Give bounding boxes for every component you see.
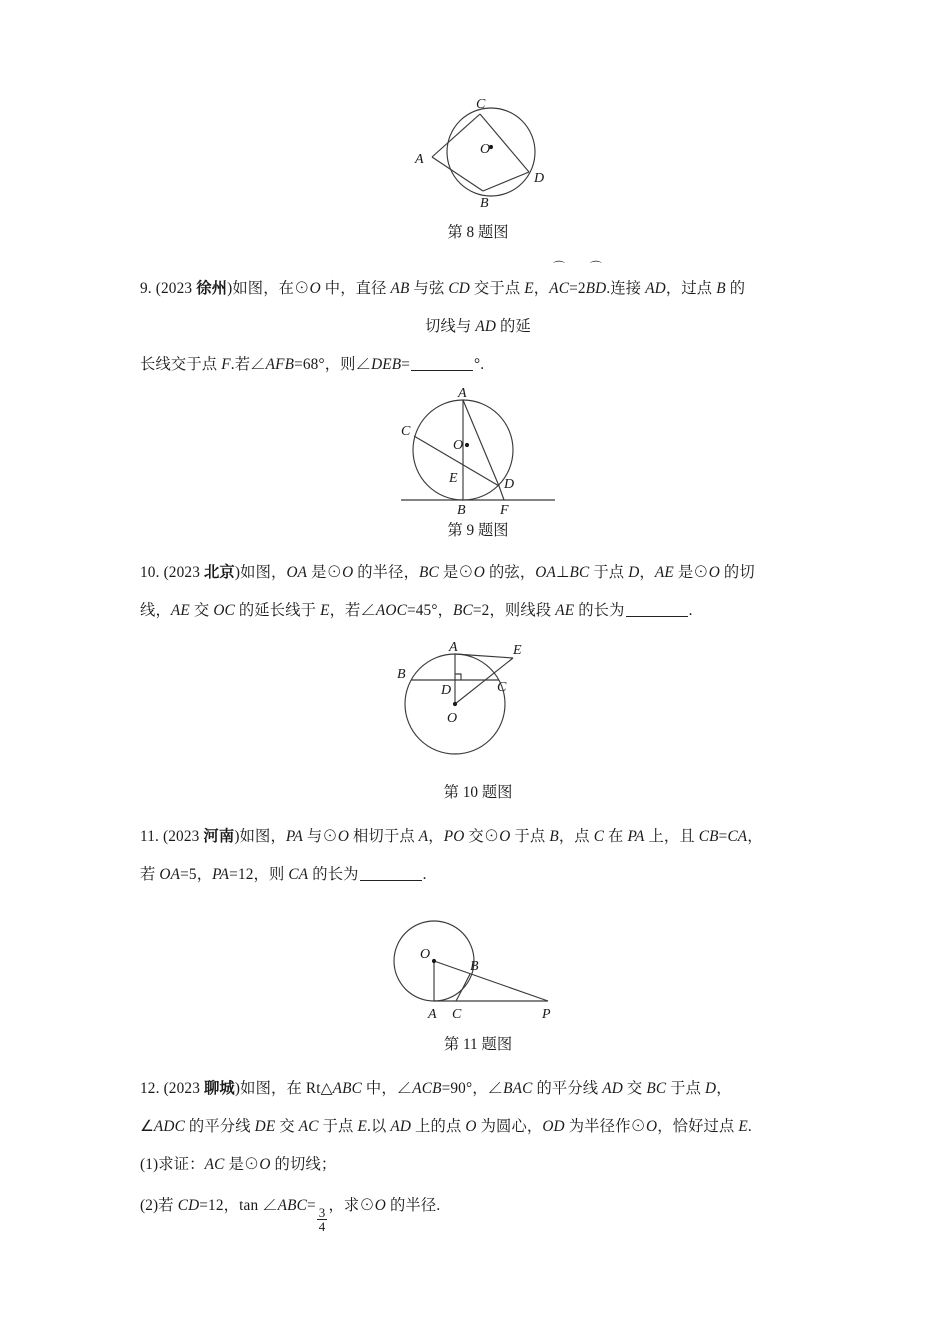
q10-var-E: E bbox=[320, 602, 330, 619]
q12-t8: ∠ bbox=[140, 1118, 154, 1135]
q9-arc-BD-label: BD bbox=[585, 280, 607, 297]
q11-t7: ，点 bbox=[558, 828, 594, 845]
figure-11-label-O: O bbox=[420, 947, 431, 962]
q10-t4: 是⊙ bbox=[438, 564, 474, 581]
q9-arc-AC bbox=[549, 260, 570, 308]
q12-var-D: D bbox=[705, 1080, 717, 1097]
q11-t15: 的长为 bbox=[308, 866, 359, 883]
q12-t14: 为圆心， bbox=[476, 1118, 543, 1135]
q9-var-B: B bbox=[716, 280, 726, 297]
q12-city: 聊城 bbox=[203, 1080, 235, 1097]
q9-var-O: O bbox=[309, 280, 321, 297]
q12-var-O2: O bbox=[645, 1118, 658, 1135]
q11-t9: 上，且 bbox=[644, 828, 699, 845]
figure-11-drawing bbox=[378, 912, 578, 1024]
q9-var-CD: CD bbox=[448, 280, 470, 297]
figure-8-label-D: D bbox=[534, 171, 545, 186]
question-10-line-2 bbox=[140, 592, 816, 630]
q9-var-AD-2: AD bbox=[475, 318, 497, 335]
q9-city: 徐州 bbox=[196, 280, 228, 297]
q11-var-O2: O bbox=[499, 828, 511, 845]
q11-t12: 若 bbox=[140, 866, 160, 883]
question-9-line-1 bbox=[140, 260, 816, 308]
q12-var-O: O bbox=[465, 1118, 477, 1135]
fraction-numerator: 3 bbox=[318, 1205, 326, 1220]
center-dot-o bbox=[465, 443, 469, 447]
q11-var-O: O bbox=[337, 828, 350, 845]
question-11-line-2 bbox=[140, 856, 816, 894]
figure-11-label-C: C bbox=[452, 1007, 462, 1022]
figure-8 bbox=[140, 95, 816, 210]
q12-number: 12. bbox=[140, 1080, 160, 1097]
q12-t22: =12，tan ∠ bbox=[199, 1197, 278, 1214]
q11-var-PA-3: PA bbox=[212, 866, 230, 883]
q12-var-ACB: ACB bbox=[412, 1080, 442, 1097]
q12-t25: 的半径. bbox=[386, 1197, 441, 1214]
q9-var-DEB: DEB bbox=[371, 356, 402, 373]
q12-t4: 的平分线 bbox=[532, 1080, 603, 1097]
figure-9 bbox=[140, 388, 816, 518]
q10-var-AE: AE bbox=[654, 564, 674, 581]
q12-t21: (2)若 bbox=[140, 1197, 178, 1214]
q9-number: 9. bbox=[140, 280, 152, 297]
figure-9-label-F: F bbox=[500, 503, 509, 518]
q11-var-CA: CA bbox=[727, 828, 748, 845]
q12-source-close: ) bbox=[234, 1080, 241, 1097]
figure-8-label-A: A bbox=[415, 152, 424, 167]
q12-var-E: E bbox=[357, 1118, 367, 1135]
center-dot-o bbox=[432, 959, 436, 963]
q9-t2: 中，直径 bbox=[320, 280, 391, 297]
q9-var-AB: AB bbox=[390, 280, 410, 297]
q11-var-C: C bbox=[593, 828, 605, 845]
q10-t7: 于点 bbox=[589, 564, 629, 581]
q10-var-AOC: AOC bbox=[375, 602, 407, 619]
q9-t9: 的 bbox=[725, 280, 746, 297]
q12-t24: ，求⊙ bbox=[328, 1197, 375, 1214]
q12-var-AD: AD bbox=[602, 1080, 623, 1097]
q12-t2: 中，∠ bbox=[361, 1080, 413, 1097]
q11-t14: =12，则 bbox=[229, 866, 289, 883]
q11-var-PO: PO bbox=[443, 828, 465, 845]
q9-t10: 切线与 bbox=[425, 318, 476, 335]
q11-t10: = bbox=[718, 828, 728, 845]
figure-9-label-A: A bbox=[458, 388, 467, 401]
q11-t1: 如图， bbox=[239, 828, 286, 845]
q9-var-AD: AD bbox=[645, 280, 666, 297]
q10-answer-blank[interactable] bbox=[626, 616, 688, 617]
q12-var-BC: BC bbox=[646, 1080, 667, 1097]
fraction-denominator: 4 bbox=[318, 1219, 326, 1235]
q9-t13: .若∠ bbox=[230, 356, 266, 373]
q12-t5: 交 bbox=[622, 1080, 647, 1097]
q12-t18: (1)求证： bbox=[140, 1156, 205, 1173]
q10-source-open: (2023 bbox=[163, 564, 204, 581]
q11-number: 11. bbox=[140, 828, 160, 845]
q11-t5: 交⊙ bbox=[464, 828, 500, 845]
q10-t1: 如图， bbox=[240, 564, 287, 581]
q12-var-ABC-2: ABC bbox=[277, 1197, 308, 1214]
q10-city: 北京 bbox=[203, 564, 235, 581]
q11-city: 河南 bbox=[203, 828, 235, 845]
q9-t16: °. bbox=[474, 356, 485, 373]
q10-var-AE-3: AE bbox=[555, 602, 575, 619]
q11-t3: 相切于点 bbox=[349, 828, 419, 845]
question-10-line-1 bbox=[140, 554, 816, 592]
q12-var-AC-2: AC bbox=[204, 1156, 225, 1173]
q12-t23: = bbox=[307, 1197, 316, 1214]
figure-8-label-C: C bbox=[476, 97, 486, 112]
question-9-line-2 bbox=[140, 308, 816, 346]
q10-t13: 的延长线于 bbox=[234, 602, 321, 619]
q11-var-CB: CB bbox=[698, 828, 719, 845]
question-9-line-3 bbox=[140, 346, 816, 384]
q9-var-AFB: AFB bbox=[265, 356, 295, 373]
q9-t11: 的延 bbox=[496, 318, 531, 335]
q10-var-O2: O bbox=[473, 564, 485, 581]
center-dot-o bbox=[453, 702, 457, 706]
q10-t16: =2，则线段 bbox=[472, 602, 556, 619]
figure-9-caption: 第 9 题图 bbox=[447, 522, 509, 539]
q10-var-AE-2: AE bbox=[170, 602, 190, 619]
question-12-part-2 bbox=[140, 1184, 816, 1234]
q11-var-B: B bbox=[549, 828, 559, 845]
q11-var-OA: OA bbox=[159, 866, 181, 883]
q9-t5: ， bbox=[533, 280, 550, 297]
q10-var-O3: O bbox=[708, 564, 720, 581]
figure-10-caption: 第 10 题图 bbox=[443, 784, 513, 801]
figure-11-label-P: P bbox=[542, 1007, 551, 1022]
figure-11-label-B: B bbox=[470, 959, 479, 974]
q9-t3: 与弦 bbox=[409, 280, 449, 297]
figure-8-label-B: B bbox=[480, 196, 489, 210]
q10-var-O1: O bbox=[342, 564, 354, 581]
q11-source-open: (2023 bbox=[163, 828, 204, 845]
q10-t18: . bbox=[688, 602, 693, 619]
page-content bbox=[140, 0, 816, 1234]
arc-overline-icon: ⌒ bbox=[553, 260, 566, 274]
figure-10-label-D: D bbox=[441, 683, 452, 698]
q10-var-BC-3: BC bbox=[453, 602, 473, 619]
q12-t11: 于点 bbox=[318, 1118, 358, 1135]
q11-var-PA2: PA bbox=[627, 828, 645, 845]
q9-arc-AC-label: AC bbox=[549, 280, 570, 297]
q12-var-CD: CD bbox=[177, 1197, 200, 1214]
q12-var-AC: AC bbox=[298, 1118, 319, 1135]
q12-t17: . bbox=[747, 1118, 752, 1135]
figure-10-drawing bbox=[393, 636, 563, 764]
q12-fraction-three-quarters bbox=[317, 1206, 328, 1234]
q11-t13: =5， bbox=[180, 866, 213, 883]
q9-t12: 长线交于点 bbox=[140, 356, 222, 373]
q10-t10: 的切 bbox=[719, 564, 755, 581]
q11-var-A: A bbox=[418, 828, 429, 845]
q12-var-BAC: BAC bbox=[503, 1080, 533, 1097]
question-12-line-1 bbox=[140, 1070, 816, 1108]
q12-t7: ， bbox=[716, 1080, 732, 1097]
q11-source-close: ) bbox=[234, 828, 240, 845]
q11-t16: . bbox=[422, 866, 427, 883]
q11-var-PA: PA bbox=[285, 828, 303, 845]
q9-answer-blank[interactable] bbox=[411, 370, 473, 371]
question-12-line-2 bbox=[140, 1108, 816, 1146]
q9-arc-BD bbox=[585, 260, 607, 308]
q12-var-DE: DE bbox=[254, 1118, 276, 1135]
arc-overline-icon: ⌒ bbox=[589, 260, 603, 274]
q9-t1: 如图，在⊙ bbox=[232, 280, 310, 297]
q11-t8: 在 bbox=[604, 828, 628, 845]
figure-10-label-C: C bbox=[497, 680, 507, 695]
figure-9-label-D: D bbox=[504, 477, 515, 492]
figure-9-label-E: E bbox=[449, 471, 458, 486]
figure-11-label-A: A bbox=[428, 1007, 437, 1022]
q12-t6: 于点 bbox=[666, 1080, 706, 1097]
q11-t2: 与⊙ bbox=[302, 828, 338, 845]
q11-t6: 于点 bbox=[510, 828, 550, 845]
q10-t14: ，若∠ bbox=[329, 602, 376, 619]
figure-9-label-O: O bbox=[453, 438, 464, 453]
q10-t11: 线， bbox=[140, 602, 171, 619]
q12-source-open: (2023 bbox=[163, 1080, 204, 1097]
q11-t4: ， bbox=[428, 828, 444, 845]
q10-t17: 的长为 bbox=[574, 602, 625, 619]
figure-10-label-B: B bbox=[397, 667, 406, 682]
q12-t3: =90°，∠ bbox=[441, 1080, 504, 1097]
q9-t8: ，过点 bbox=[665, 280, 717, 297]
figure-8-caption: 第 8 题图 bbox=[447, 224, 509, 241]
q12-var-AD-2: AD bbox=[390, 1118, 412, 1135]
figure-8-drawing bbox=[388, 95, 568, 210]
q9-t6: =2 bbox=[569, 280, 586, 297]
q10-t15: =45°， bbox=[406, 602, 454, 619]
q10-t8: ， bbox=[639, 564, 655, 581]
figure-11 bbox=[140, 912, 816, 1024]
q12-t16: ，恰好过点 bbox=[657, 1118, 739, 1135]
figure-9-label-B: B bbox=[457, 503, 466, 518]
figure-8-label-O: O bbox=[480, 142, 491, 157]
q12-t15: 为半径作⊙ bbox=[564, 1118, 646, 1135]
question-11-line-1 bbox=[140, 818, 816, 856]
q12-t10: 交 bbox=[275, 1118, 299, 1135]
figure-9-drawing bbox=[383, 388, 573, 518]
q12-var-OD: OD bbox=[542, 1118, 565, 1135]
q12-t1: 如图，在 Rt△ bbox=[240, 1080, 333, 1097]
q9-t15: = bbox=[401, 356, 411, 373]
q12-var-O-3: O bbox=[259, 1156, 271, 1173]
figure-10-label-E: E bbox=[513, 643, 522, 658]
q10-t6: ⊥ bbox=[556, 564, 570, 581]
q12-var-O-4: O bbox=[374, 1197, 386, 1214]
q9-var-F: F bbox=[221, 356, 231, 373]
q9-t7: .连接 bbox=[606, 280, 646, 297]
q12-t13: 上的点 bbox=[411, 1118, 466, 1135]
q11-answer-blank[interactable] bbox=[360, 880, 422, 881]
q10-t12: 交 bbox=[189, 602, 214, 619]
q12-t19: 是⊙ bbox=[224, 1156, 260, 1173]
q10-var-OC: OC bbox=[213, 602, 235, 619]
q10-t9: 是⊙ bbox=[673, 564, 709, 581]
q9-t4: 交于点 bbox=[469, 280, 525, 297]
q12-t12: .以 bbox=[366, 1118, 391, 1135]
q10-var-OA: OA bbox=[286, 564, 308, 581]
q10-var-D: D bbox=[628, 564, 640, 581]
figure-10 bbox=[140, 636, 816, 764]
q10-var-BC2: BC bbox=[569, 564, 590, 581]
q10-number: 10. bbox=[140, 564, 160, 581]
q10-var-BC: BC bbox=[419, 564, 439, 581]
figure-10-label-A: A bbox=[449, 640, 458, 655]
q10-t3: 的半径， bbox=[353, 564, 420, 581]
question-12-part-1 bbox=[140, 1146, 816, 1184]
q10-t2: 是⊙ bbox=[307, 564, 343, 581]
q12-var-E2: E bbox=[738, 1118, 748, 1135]
q9-t14: =68°，则∠ bbox=[294, 356, 372, 373]
figure-11-caption: 第 11 题图 bbox=[443, 1036, 513, 1053]
q10-source-close: ) bbox=[234, 564, 241, 581]
q9-source-open: (2023 bbox=[155, 280, 197, 297]
q11-var-CA-2: CA bbox=[288, 866, 309, 883]
q12-var-ADC: ADC bbox=[153, 1118, 185, 1135]
q11-t11: ， bbox=[747, 828, 763, 845]
q9-source-close: ) bbox=[227, 280, 233, 297]
q10-t5: 的弦， bbox=[484, 564, 536, 581]
q9-var-E: E bbox=[524, 280, 534, 297]
q12-var-ABC: ABC bbox=[332, 1080, 362, 1097]
figure-10-label-O: O bbox=[447, 711, 458, 726]
q12-t9: 的平分线 bbox=[184, 1118, 255, 1135]
q10-var-OA2: OA bbox=[535, 564, 556, 581]
figure-9-label-C: C bbox=[401, 424, 411, 439]
q12-t20: 的切线； bbox=[270, 1156, 337, 1173]
